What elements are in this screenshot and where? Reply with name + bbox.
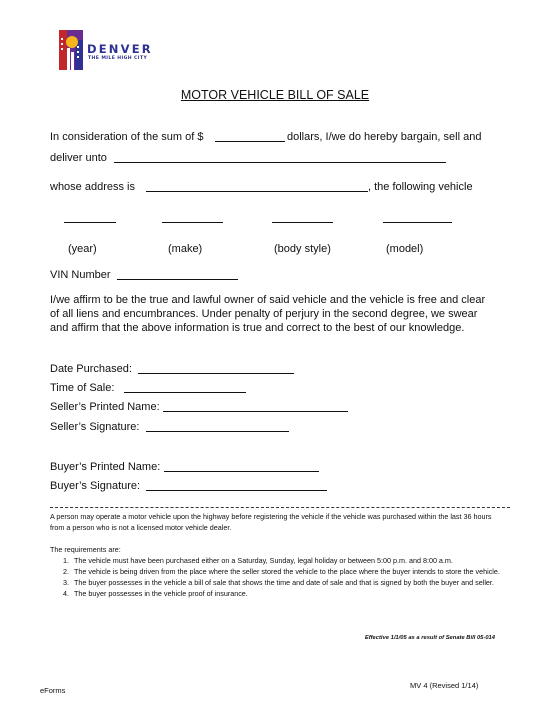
requirements-heading: The requirements are:	[50, 545, 121, 554]
effective-note: Effective 1/1/05 as a result of Senate Bill 05-014	[364, 635, 495, 641]
list-number: 4.	[63, 589, 69, 598]
consideration-suffix: dollars, I/we do hereby bargain, sell and	[287, 131, 482, 143]
consideration-prefix: In consideration of the sum of $	[50, 131, 204, 143]
list-number: 3.	[63, 578, 69, 587]
seller-signature-field[interactable]	[146, 431, 289, 432]
body-style-label: (body style)	[274, 243, 331, 255]
date-purchased-label: Date Purchased:	[50, 363, 132, 375]
list-item	[50, 555, 500, 566]
date-purchased-field[interactable]	[138, 373, 294, 374]
denver-skyline-icon	[57, 30, 87, 72]
requirement-text: The vehicle must have been purchased either on a Saturday, Sunday, legal holiday or between 5:00 p.m. and 8:00 a.m.	[74, 556, 453, 565]
model-field[interactable]	[383, 222, 452, 223]
list-item	[50, 588, 500, 599]
logo-name: DENVER	[87, 42, 153, 56]
list-number: 1.	[63, 556, 69, 565]
logo-tagline: THE MILE HIGH CITY	[88, 56, 148, 61]
vin-label: VIN Number	[50, 269, 111, 281]
time-of-sale-label: Time of Sale:	[50, 382, 115, 394]
list-number: 2.	[63, 567, 69, 576]
seller-signature-label: Seller’s Signature:	[50, 421, 140, 433]
year-field[interactable]	[64, 222, 116, 223]
year-label: (year)	[68, 243, 97, 255]
deliver-label: deliver unto	[50, 152, 107, 164]
list-item	[50, 566, 500, 577]
requirement-text: The buyer possesses in the vehicle a bill of sale that shows the time and date of sale and that is signed by both the buyer and seller.	[74, 578, 494, 587]
make-field[interactable]	[162, 222, 223, 223]
deliver-unto-field[interactable]	[114, 162, 446, 163]
vin-field[interactable]	[117, 279, 238, 280]
buyer-printed-name-label: Buyer’s Printed Name:	[50, 461, 161, 473]
buyer-signature-field[interactable]	[146, 490, 327, 491]
form-number: MV 4 (Revised 1/14)	[410, 681, 479, 690]
notice-text: A person may operate a motor vehicle upon the highway before registering the vehicle if the vehicle was purchased within the last 36 hours from a person who is not a licensed motor vehicle dealer.	[50, 512, 492, 532]
sum-field[interactable]	[215, 141, 285, 142]
seller-printed-name-field[interactable]	[163, 411, 348, 412]
address-prefix: whose address is	[50, 181, 135, 193]
buyer-signature-label: Buyer’s Signature:	[50, 480, 141, 492]
buyer-printed-name-field[interactable]	[164, 471, 319, 472]
footer-brand: eForms	[40, 686, 66, 695]
list-item	[50, 577, 500, 588]
address-field[interactable]	[146, 191, 368, 192]
seller-printed-name-label: Seller’s Printed Name:	[50, 401, 160, 413]
requirements-list	[50, 555, 500, 599]
model-label: (model)	[386, 243, 424, 255]
requirement-text: The vehicle is being driven from the place where the seller stored the vehicle to the place where the buyer intends to store the vehicle.	[74, 567, 500, 576]
dashed-divider	[50, 507, 510, 508]
page-title: MOTOR VEHICLE BILL OF SALE	[180, 88, 370, 102]
address-suffix: , the following vehicle	[368, 181, 473, 193]
body-style-field[interactable]	[272, 222, 333, 223]
requirement-text: The buyer possesses in the vehicle proof of insurance.	[74, 589, 248, 598]
affirmation-text: I/we affirm to be the true and lawful owner of said vehicle and the vehicle is free and clear of all liens and encumbrances. Under penalty of perjury in the second degree, we swear and affirm that the above information is true and correct to the best of our knowledge.	[50, 294, 486, 334]
time-of-sale-field[interactable]	[124, 392, 246, 393]
make-label: (make)	[168, 243, 203, 255]
